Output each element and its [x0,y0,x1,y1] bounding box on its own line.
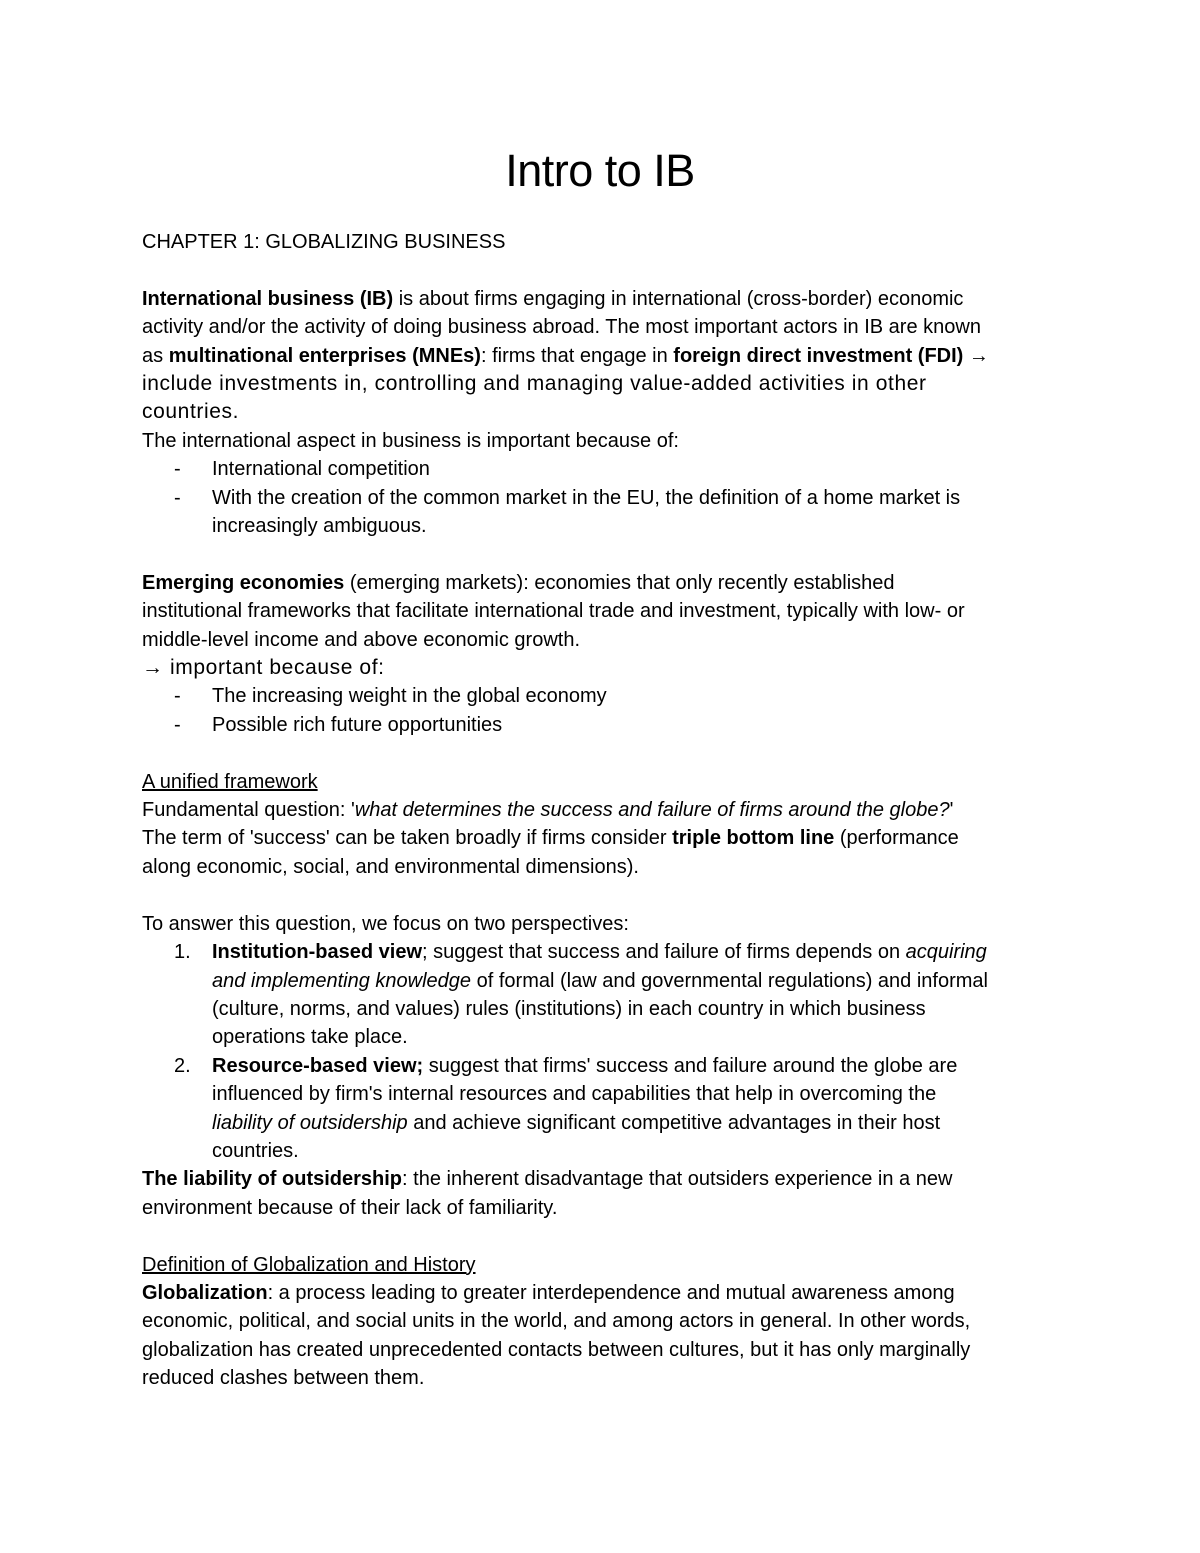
globalization-line-2: economic, political, and social units in the world, and among actors in general. In other words, [142,1310,971,1333]
liability-term: The liability of outsidership [142,1168,403,1191]
numbered-item: 1. Institution-based view; suggest that success and failure of firms depends on acquiring [174,941,987,964]
globalization-term: Globalization [142,1281,268,1304]
framework-line-2: The term of 'success' can be taken broadly if firms consider triple bottom line (performance [142,827,959,850]
framework-line-1: Fundamental question: 'what determines the success and failure of firms around the globe?' [142,799,954,822]
liability-line-2: environment because of their lack of familiarity. [142,1196,558,1219]
ib-paragraph-line-4: include investments in, controlling and managing value-added activities in other [142,372,927,396]
emerging-term: Emerging economies [142,571,345,594]
numbered-item-continuation: operations take place. [212,1026,408,1049]
emerging-paragraph-line-3: middle-level income and above economic growth. [142,628,581,651]
ib-paragraph-line-1: International business (IB) is about firms engaging in international (cross-border) economic [142,287,964,310]
numbered-item: 2. Resource-based view; suggest that firms' success and failure around the globe are [174,1054,958,1077]
numbered-item-continuation: (culture, norms, and values) rules (institutions) in each country in which business [212,997,926,1020]
numbered-item-continuation: and implementing knowledge of formal (law and governmental regulations) and informal [212,969,988,992]
list-item-continuation: increasingly ambiguous. [212,515,427,538]
bullet-dash: - [174,458,181,481]
framework-heading: A unified framework [142,770,318,793]
emerging-paragraph-line-2: institutional frameworks that facilitate international trade and investment, typically with low- or [142,600,965,623]
numbered-item-continuation: liability of outsidership and achieve significant competitive advantages in their host [212,1111,941,1134]
fdi-term: foreign direct investment (FDI) [673,344,964,367]
bullet-dash: - [174,713,181,736]
ib-paragraph-line-6: The international aspect in business is important because of: [142,429,679,452]
liability-line-1: The liability of outsidership: the inherent disadvantage that outsiders experience in a new [142,1168,953,1191]
bullet-dash: - [174,685,181,708]
ib-term: International business (IB) [142,287,394,310]
list-item: - The increasing weight in the global economy [142,682,1072,710]
numbered-item-continuation: countries. [212,1139,299,1162]
globalization-line-4: reduced clashes between them. [142,1367,425,1390]
list-item: - International competition [142,455,1072,483]
numbered-item-continuation: influenced by firm's internal resources and capabilities that help in overcoming the [212,1083,937,1106]
emerging-paragraph-line-1: Emerging economies (emerging markets): economies that only recently established [142,571,895,594]
chapter-heading: CHAPTER 1: GLOBALIZING BUSINESS [142,231,506,253]
framework-line-3: along economic, social, and environmental dimensions). [142,855,639,878]
ib-paragraph-line-5: countries. [142,400,240,424]
emerging-paragraph-line-4: → important because of: [142,656,385,680]
globalization-line-1: Globalization: a process leading to greater interdependence and mutual awareness among [142,1281,955,1304]
ib-paragraph-line-2: activity and/or the activity of doing business abroad. The most important actors in IB are known [142,316,981,339]
globalization-line-3: globalization has created unprecedented contacts between cultures, but it has only marginally [142,1338,971,1361]
ib-paragraph-line-3: as multinational enterprises (MNEs): firms that engage in foreign direct investment (FDI) → [142,344,989,367]
globalization-heading: Definition of Globalization and History [142,1253,476,1276]
mne-term: multinational enterprises (MNEs) [168,344,481,367]
triple-bottom-line-term: triple bottom line [672,827,835,850]
list-item: - With the creation of the common market in the EU, the definition of a home market is [142,484,1072,512]
document-body [142,228,1072,1393]
document-title: Intro to IB [505,145,695,196]
list-item: - Possible rich future opportunities [142,711,1072,739]
bullet-dash: - [174,486,181,509]
framework-line-4: To answer this question, we focus on two perspectives: [142,912,629,935]
